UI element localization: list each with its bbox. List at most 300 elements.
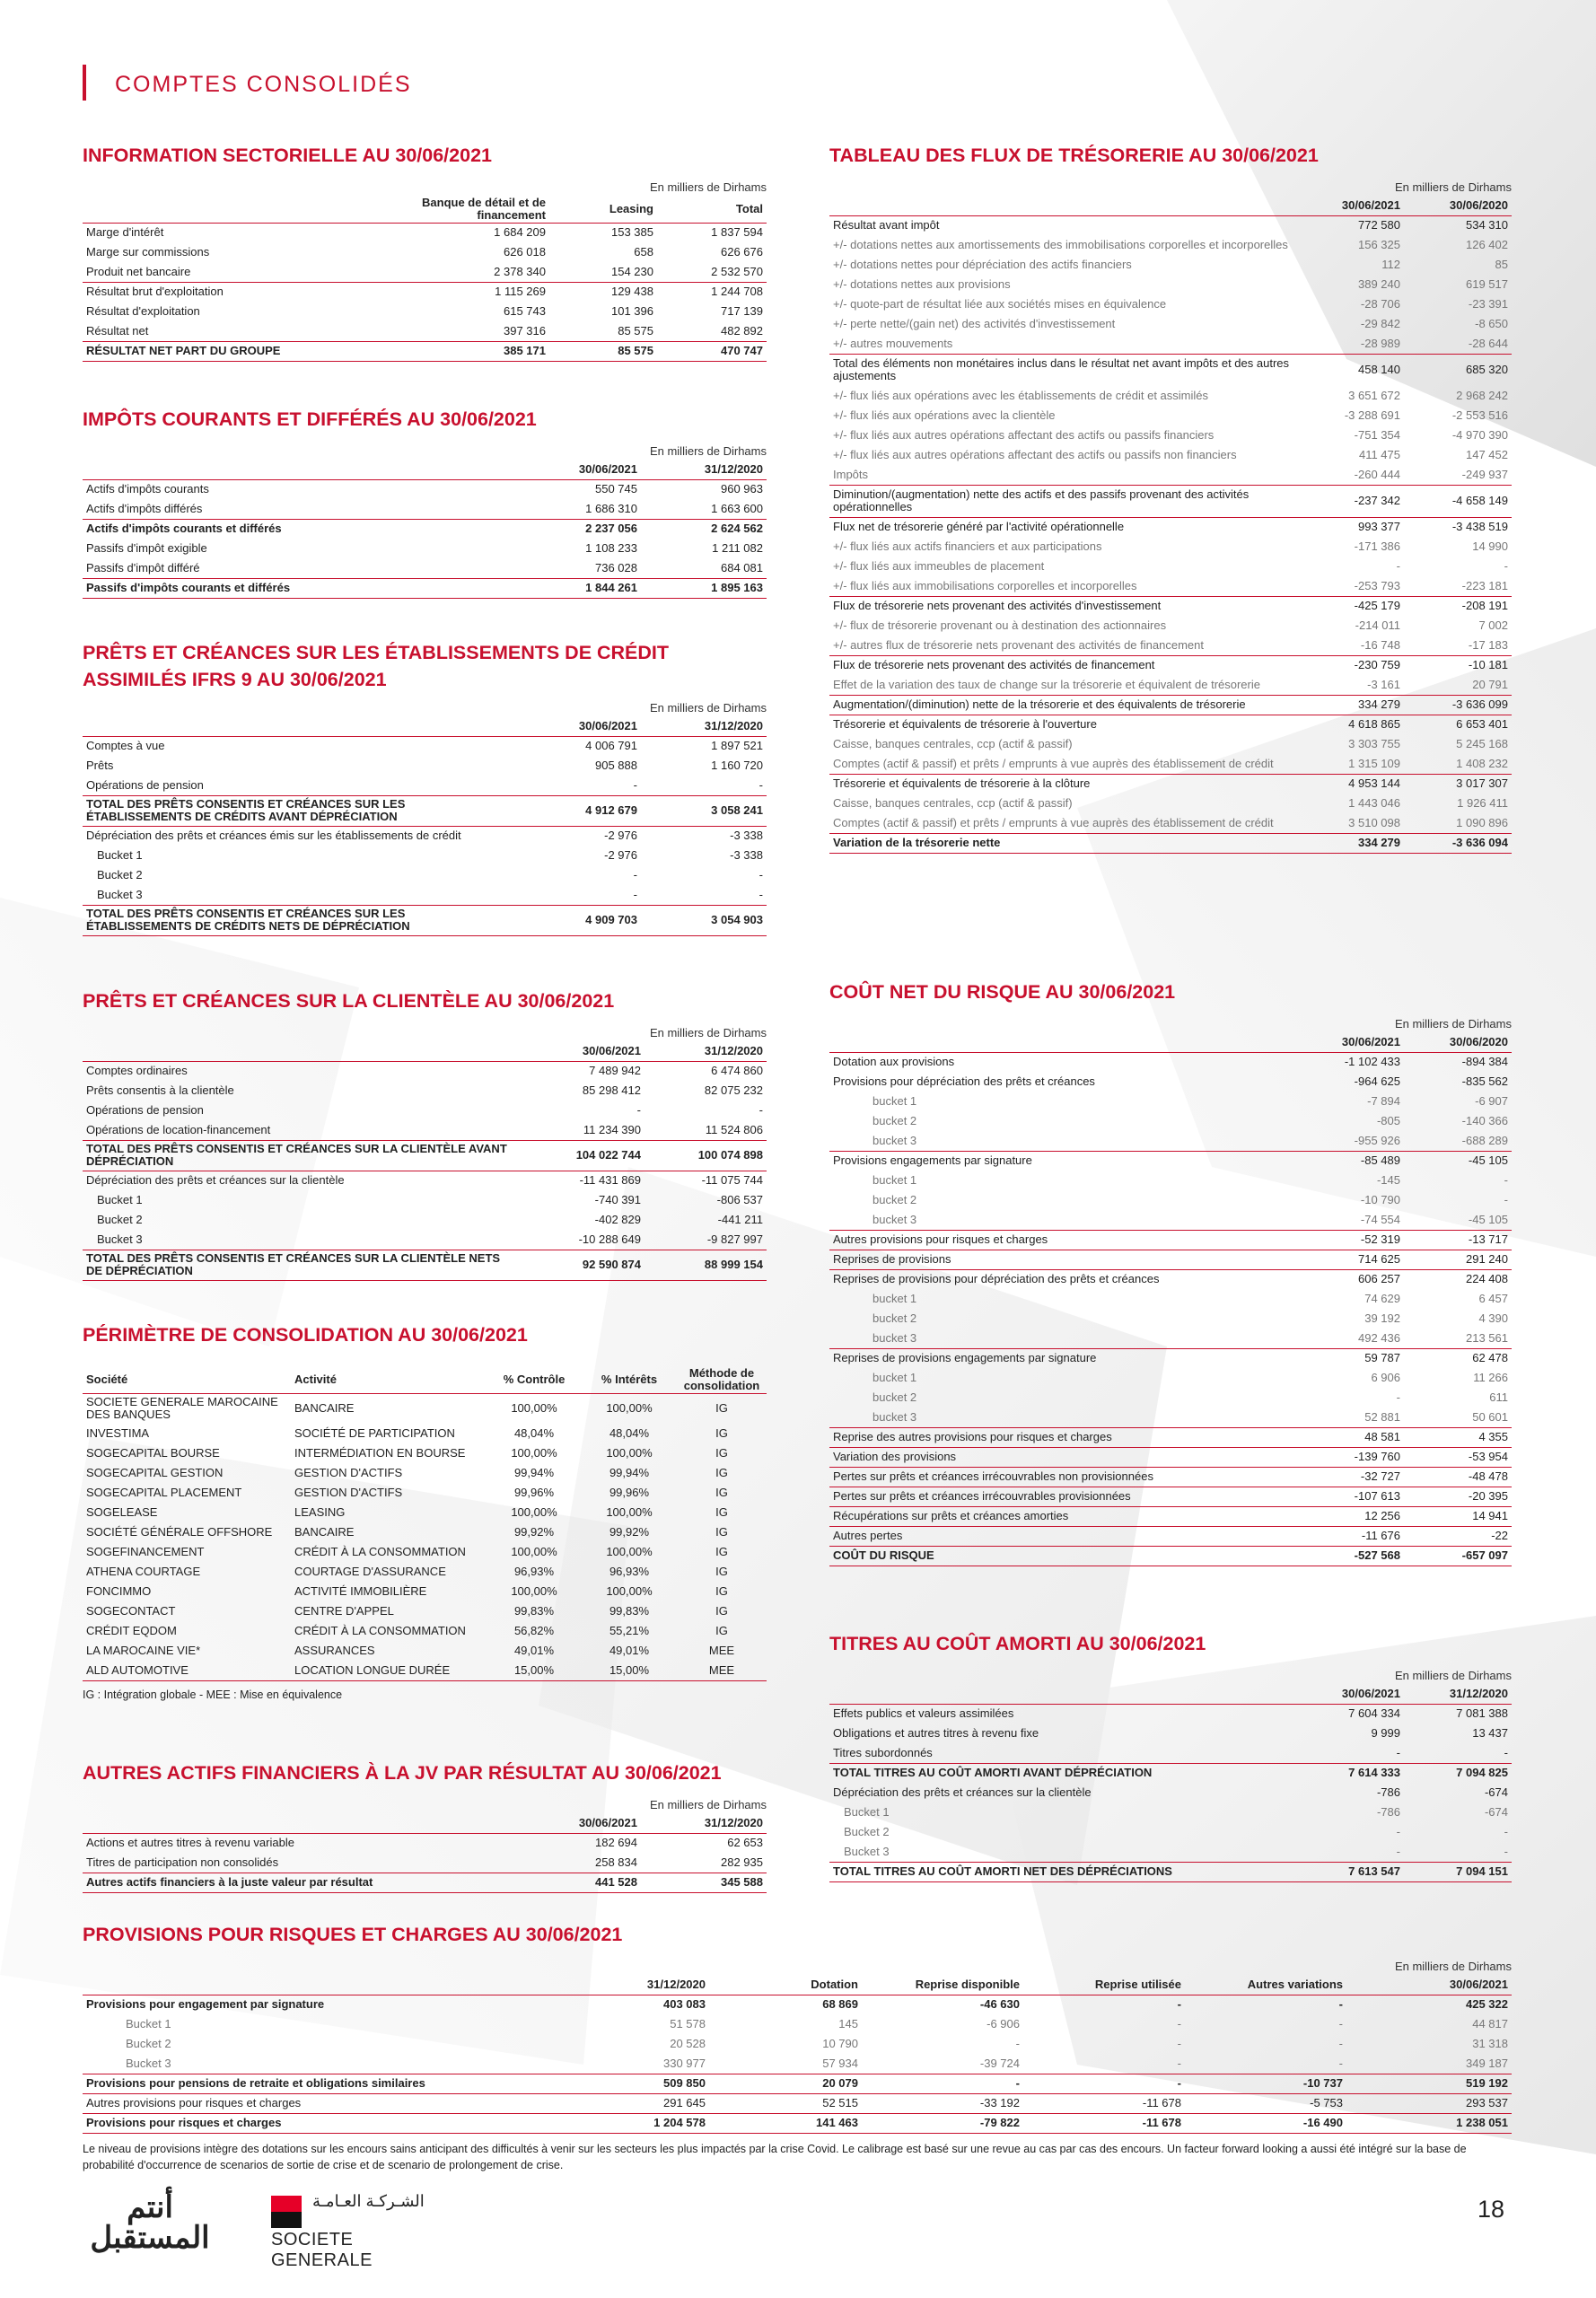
table-cell: 685 320 xyxy=(1404,354,1512,386)
page-header: COMPTES CONSOLIDÉS xyxy=(115,72,412,97)
row-label: Bucket 1 xyxy=(97,848,143,862)
column-header: 31/12/2020 xyxy=(1404,1684,1512,1704)
table-row xyxy=(83,2054,1512,2074)
table-row xyxy=(829,794,1512,813)
table-cell: -3 636 099 xyxy=(1404,695,1512,715)
table-cell: -249 937 xyxy=(1461,467,1508,481)
section-autres-actifs xyxy=(83,1759,767,1893)
row-label: +/- dotations nettes aux amortissements des immobilisations corporelles et incorporelles xyxy=(833,238,1288,251)
row-label: +/- flux liés aux actifs financiers et aux participations xyxy=(833,539,1102,553)
table-cell: IG xyxy=(715,1426,728,1440)
table-cell: 7 094 825 xyxy=(1404,1763,1512,1783)
column-header: 31/12/2020 xyxy=(645,1041,767,1061)
table-row xyxy=(83,865,767,885)
table-cell: 100 074 898 xyxy=(645,1140,767,1171)
table-cell: -657 097 xyxy=(1404,1546,1512,1566)
table-row xyxy=(829,1368,1512,1388)
table-cell: 458 140 xyxy=(1296,354,1404,386)
row-label: Autres actifs financiers à la juste valeur par résultat xyxy=(83,1873,515,1892)
perimetre-note: IG : Intégration globale - MEE : Mise en équivalence xyxy=(83,1688,343,1701)
column-header: Leasing xyxy=(549,196,657,223)
row-label: TOTAL DES PRÊTS CONSENTIS ET CRÉANCES SUR LA CLIENTÈLE AVANT DÉPRÉCIATION xyxy=(83,1140,522,1171)
table-cell: SOGECONTACT xyxy=(86,1604,176,1618)
table-cell: 1 844 261 xyxy=(515,578,641,598)
column-header: Activité xyxy=(291,1366,487,1393)
table-cell: IG xyxy=(715,1604,728,1618)
row-label: Dépréciation des prêts et créances sur la clientèle xyxy=(833,1785,1092,1799)
row-label: bucket 1 xyxy=(873,1173,917,1187)
table-cell: -171 386 xyxy=(1354,539,1400,553)
table-cell: 88 999 154 xyxy=(645,1250,767,1280)
table-cell: -3 338 xyxy=(641,826,767,846)
table-row xyxy=(83,1833,767,1853)
table-cell: 7 604 334 xyxy=(1348,1706,1400,1721)
table-cell: -33 192 xyxy=(862,2093,1023,2113)
row-label: +/- autres flux de trésorerie nets provenant des activités de financement xyxy=(833,637,1204,652)
table-cell: -53 954 xyxy=(1404,1447,1512,1467)
table-cell: 684 081 xyxy=(721,560,763,574)
table-cell: IG xyxy=(715,1525,728,1539)
row-label: Comptes (actif & passif) et prêts / emprunts à vue auprès des établissement de crédit xyxy=(833,815,1274,829)
table-cell: - xyxy=(862,2074,1023,2093)
table-cell: CENTRE D'APPEL xyxy=(294,1604,394,1618)
table-cell: 48,04% xyxy=(609,1426,650,1440)
table-cell: -145 xyxy=(1376,1173,1400,1187)
table-cell: -3 636 094 xyxy=(1404,833,1512,853)
table-row xyxy=(829,1250,1512,1269)
table-cell: - xyxy=(1396,1390,1400,1404)
table-row xyxy=(829,386,1512,406)
table-perimetre xyxy=(83,1366,767,1681)
table-row xyxy=(83,846,767,865)
section-title: IMPÔTS COURANTS ET DIFFÉRÉS AU 30/06/2021 xyxy=(83,408,537,430)
table-row xyxy=(83,1171,767,1190)
row-label: Bucket 2 xyxy=(97,868,143,881)
column-header: 31/12/2020 xyxy=(641,716,767,736)
table-cell: SOCIÉTÉ DE PARTICIPATION xyxy=(294,1426,455,1440)
section-titres xyxy=(829,1630,1512,1882)
table-cell: 39 192 xyxy=(1364,1311,1400,1325)
table-row xyxy=(83,1641,767,1661)
table-cell: 534 310 xyxy=(1404,215,1512,235)
table-cell: 3 054 903 xyxy=(641,905,767,935)
table-cell: 99,92% xyxy=(609,1525,650,1539)
section-title: PRÊTS ET CRÉANCES SUR LA CLIENTÈLE AU 30/06/2021 xyxy=(83,990,615,1012)
table-row xyxy=(829,1546,1512,1566)
table-row xyxy=(83,302,767,321)
table-cell: 55,21% xyxy=(609,1624,650,1637)
section-sectorielle xyxy=(83,142,767,362)
table-header-row xyxy=(83,1813,767,1833)
section-title: TITRES AU COÛT AMORTI AU 30/06/2021 xyxy=(829,1633,1206,1654)
table-cell: 14 990 xyxy=(1472,539,1508,553)
table-cell: 482 892 xyxy=(721,323,763,338)
table-cell: 4 953 144 xyxy=(1296,774,1404,794)
table-cell: 2 532 570 xyxy=(711,264,763,278)
row-label: TOTAL DES PRÊTS CONSENTIS ET CRÉANCES SUR LES ÉTABLISSEMENTS DE CRÉDITS NETS DE DÉPRÉCIATION xyxy=(83,905,515,935)
unit-label: En milliers de Dirhams xyxy=(649,180,767,194)
column-header: Société xyxy=(83,1366,291,1393)
unit-label: En milliers de Dirhams xyxy=(1394,1669,1512,1682)
table-cell: 4 909 703 xyxy=(515,905,641,935)
table-cell: 441 528 xyxy=(515,1873,641,1892)
table-row xyxy=(83,1601,767,1621)
table-cell: 100,00% xyxy=(606,1505,653,1519)
table-cell: -4 970 390 xyxy=(1451,428,1508,442)
table-cell: GESTION D'ACTIFS xyxy=(294,1486,403,1499)
table-cell: 104 022 744 xyxy=(522,1140,645,1171)
table-cell: -1 102 433 xyxy=(1296,1052,1404,1072)
table-cell: 2 968 242 xyxy=(1456,389,1508,402)
table-header-row xyxy=(83,1366,767,1393)
table-cell: -786 xyxy=(1376,1805,1400,1819)
column-header xyxy=(83,460,515,479)
table-cell: - xyxy=(1504,559,1508,573)
table-cell: 293 537 xyxy=(1346,2093,1512,2113)
table-cell: 714 625 xyxy=(1296,1250,1404,1269)
table-cell: 99,94% xyxy=(513,1466,555,1479)
section-title: COÛT NET DU RISQUE AU 30/06/2021 xyxy=(829,981,1176,1003)
table-cell: 182 694 xyxy=(595,1836,637,1850)
table-cell: 7 489 942 xyxy=(589,1064,641,1078)
column-header: 30/06/2021 xyxy=(515,1813,641,1833)
table-cell: IG xyxy=(715,1446,728,1460)
table-cell: - xyxy=(1015,2037,1020,2050)
table-cell: CRÉDIT À LA CONSOMMATION xyxy=(294,1624,466,1637)
column-header: 30/06/2020 xyxy=(1404,196,1512,215)
table-cell: SOCIÉTÉ GÉNÉRALE OFFSHORE xyxy=(86,1525,273,1539)
table-cell: 1 686 310 xyxy=(585,501,637,515)
table-cell: 20 791 xyxy=(1472,677,1508,691)
table-row xyxy=(83,1853,767,1873)
table-cell: 99,96% xyxy=(609,1486,650,1499)
table-cell: COURTAGE D'ASSURANCE xyxy=(294,1565,446,1578)
row-label: Provisions pour engagement par signature xyxy=(86,1997,325,2012)
table-cell: - xyxy=(1504,1825,1508,1838)
row-label: bucket 1 xyxy=(873,1371,917,1384)
table-cell: - xyxy=(1023,2074,1185,2093)
table-row xyxy=(83,1483,767,1503)
table-cell: 658 xyxy=(634,245,653,259)
table-cell: 82 075 232 xyxy=(704,1083,763,1097)
table-cell: 258 834 xyxy=(595,1855,637,1869)
table-cell: 100,00% xyxy=(511,1584,557,1598)
row-label: Bucket 3 xyxy=(97,887,143,901)
table-cell: -39 724 xyxy=(979,2056,1020,2070)
table-cell: CRÉDIT EQDOM xyxy=(86,1624,177,1637)
table-cell: 101 396 xyxy=(611,304,653,318)
table-cell: -11 075 744 xyxy=(645,1171,767,1190)
column-header xyxy=(83,1041,522,1061)
table-cell: -253 793 xyxy=(1354,578,1400,592)
unit-label: En milliers de Dirhams xyxy=(1394,180,1512,194)
table-row xyxy=(829,485,1512,517)
row-label: Comptes à vue xyxy=(86,739,165,753)
row-label: Caisse, banques centrales, ccp (actif & passif) xyxy=(833,796,1073,810)
table-cell: 7 081 388 xyxy=(1456,1706,1508,1721)
table-row xyxy=(829,1763,1512,1783)
table-cell: MEE xyxy=(708,1644,735,1657)
table-row xyxy=(829,1348,1512,1368)
table-cell: 20 079 xyxy=(709,2074,862,2093)
column-header xyxy=(829,1684,1296,1704)
table-cell: -22 xyxy=(1404,1526,1512,1546)
column-header xyxy=(83,716,515,736)
table-row xyxy=(83,1582,767,1601)
table-cell: -85 489 xyxy=(1296,1151,1404,1171)
table-row xyxy=(829,596,1512,616)
table-cell: -11 678 xyxy=(1023,2113,1185,2133)
table-cell: -79 822 xyxy=(862,2113,1023,2133)
row-label: Flux de trésorerie nets provenant des activités de financement xyxy=(829,655,1296,675)
table-row xyxy=(829,1210,1512,1230)
table-row xyxy=(829,215,1512,235)
row-label: Résultat d'exploitation xyxy=(86,304,200,318)
unit-label: En milliers de Dirhams xyxy=(649,1798,767,1811)
table-row xyxy=(829,1111,1512,1131)
table-cell: IG xyxy=(715,1545,728,1558)
table-cell: 6 474 860 xyxy=(711,1064,763,1078)
table-cell: - xyxy=(1177,1997,1181,2012)
table-cell: -751 354 xyxy=(1354,428,1400,442)
row-label: Variation des provisions xyxy=(829,1447,1296,1467)
row-label: TOTAL TITRES AU COÛT AMORTI AVANT DÉPRÉCIATION xyxy=(829,1763,1296,1783)
row-label: Provisions engagements par signature xyxy=(829,1151,1296,1171)
table-row xyxy=(83,1101,767,1120)
table-cell: 100,00% xyxy=(511,1446,557,1460)
table-row xyxy=(829,354,1512,386)
table-cell: 100,00% xyxy=(511,1505,557,1519)
table-row xyxy=(829,1526,1512,1546)
table-cell: 92 590 874 xyxy=(522,1250,645,1280)
table-cell: SOGEFINANCEMENT xyxy=(86,1545,205,1558)
table-cell: 4 390 xyxy=(1478,1311,1508,1325)
table-row xyxy=(829,1427,1512,1447)
table-row xyxy=(829,774,1512,794)
table-cell: -2 976 xyxy=(604,848,637,862)
column-header: 30/06/2021 xyxy=(1346,1975,1512,1995)
table-cell: ALD AUTOMOTIVE xyxy=(83,1661,291,1680)
table-cell: -674 xyxy=(1484,1805,1508,1819)
table-cell: 282 935 xyxy=(721,1855,763,1869)
table-row xyxy=(829,655,1512,675)
column-header xyxy=(829,196,1296,215)
row-label: bucket 2 xyxy=(873,1114,917,1127)
table-row xyxy=(829,1092,1512,1111)
table-row xyxy=(83,1081,767,1101)
row-label: Reprises de provisions engagements par signature xyxy=(829,1348,1296,1368)
table-cell: 20 528 xyxy=(670,2037,706,2050)
table-cell: 7 002 xyxy=(1478,618,1508,632)
table-cell: 2 624 562 xyxy=(641,519,767,539)
section-prets-clientele xyxy=(83,987,767,1281)
row-label: Titres de participation non consolidés xyxy=(86,1855,279,1869)
table-cell: -16 748 xyxy=(1360,637,1400,652)
societe-generale-logo-icon xyxy=(271,2196,302,2228)
table-cell: 15,00% xyxy=(582,1661,677,1680)
table-cell: 85 575 xyxy=(618,323,653,338)
table-row xyxy=(829,1842,1512,1862)
table-row xyxy=(829,1151,1512,1171)
row-label: Passifs d'impôt exigible xyxy=(86,541,207,555)
table-row xyxy=(83,736,767,756)
table-prets-etablissements xyxy=(83,716,767,936)
row-label: bucket 3 xyxy=(873,1409,917,1424)
table-row xyxy=(829,616,1512,636)
table-row xyxy=(829,734,1512,754)
table-cell: 717 139 xyxy=(721,304,763,318)
table-cell: INVESTIMA xyxy=(86,1426,150,1440)
row-label: +/- dotations nettes aux provisions xyxy=(833,277,1011,291)
table-cell: 11 266 xyxy=(1473,1371,1508,1384)
row-label: Augmentation/(diminution) nette de la trésorerie et des équivalents de trésorerie xyxy=(829,695,1296,715)
table-row xyxy=(829,517,1512,537)
provisions-note: Le niveau de provisions intègre des dotations sur les encours sains anticipant des difficultés à venir sur les secteurs les plus impactés par la crise Covid. Le calibrage est basé sur une revue au cas par cas des encours. Un facteur forward looking a aussi été intégré sur la base de probabilité d'occurrence de scenarios de sortie de crise et de scenario de prolongement de crise. xyxy=(83,2142,1467,2171)
table-row xyxy=(829,557,1512,576)
table-cell: 6 457 xyxy=(1478,1292,1508,1305)
column-header xyxy=(83,196,406,223)
table-cell: 9 999 xyxy=(1371,1726,1400,1740)
table-row xyxy=(83,1061,767,1081)
column-header: Méthode de consolidation xyxy=(677,1366,767,1393)
table-row xyxy=(829,1131,1512,1151)
table-cell: 492 436 xyxy=(1358,1330,1400,1345)
header-accent-bar xyxy=(83,65,86,101)
table-row xyxy=(829,754,1512,774)
table-cell: -4 658 149 xyxy=(1404,485,1512,517)
table-cell: LOCATION LONGUE DURÉE xyxy=(291,1661,487,1680)
table-cell: IG xyxy=(715,1401,728,1416)
table-row xyxy=(83,1443,767,1463)
table-cell: -52 319 xyxy=(1296,1230,1404,1250)
table-cell: -402 829 xyxy=(594,1213,641,1226)
table-cell: SOCIETE GENERALE MAROCAINE DES BANQUES xyxy=(86,1395,278,1422)
table-cell: 1 408 232 xyxy=(1456,756,1508,770)
table-row xyxy=(829,576,1512,596)
table-cell: -48 478 xyxy=(1404,1467,1512,1487)
table-cell: 7 094 151 xyxy=(1404,1862,1512,1881)
brand-name: SOCIETE GENERALE xyxy=(271,2230,373,2270)
table-cell: -3 338 xyxy=(730,848,763,862)
table-cout-risque xyxy=(829,1032,1512,1566)
table-row xyxy=(829,833,1512,853)
row-label: Caisse, banques centrales, ccp (actif & passif) xyxy=(833,737,1073,750)
table-cell: 1 663 600 xyxy=(711,501,763,515)
column-header: Reprise utilisée xyxy=(1023,1975,1185,1995)
row-label: Comptes (actif & passif) et prêts / emprunts à vue auprès des établissement de crédit xyxy=(833,756,1274,770)
table-cell: 1 211 082 xyxy=(712,541,763,555)
table-row xyxy=(83,885,767,905)
table-cell: 291 240 xyxy=(1404,1250,1512,1269)
table-cell: 334 279 xyxy=(1296,833,1404,853)
table-cell: 5 245 168 xyxy=(1456,737,1508,750)
table-cell: 62 478 xyxy=(1404,1348,1512,1368)
column-header: 31/12/2020 xyxy=(641,460,767,479)
table-row xyxy=(829,1447,1512,1467)
section-prets-etablissements xyxy=(83,639,767,936)
table-cell: LEASING xyxy=(294,1505,346,1519)
row-label: Dépréciation des prêts et créances émis sur les établissements de crédit xyxy=(83,826,515,846)
table-row xyxy=(83,2093,1512,2113)
table-cell: 1 897 521 xyxy=(711,739,763,753)
table-cell: IG xyxy=(715,1466,728,1479)
table-cell: -230 759 xyxy=(1296,655,1404,675)
table-cell: 96,93% xyxy=(513,1565,555,1578)
table-row xyxy=(829,406,1512,425)
row-label: Bucket 1 xyxy=(97,1193,143,1206)
table-header-row xyxy=(829,1032,1512,1052)
row-label: Titres subordonnés xyxy=(833,1745,933,1759)
table-row xyxy=(829,1704,1512,1724)
table-row xyxy=(829,1190,1512,1210)
table-row xyxy=(83,539,767,558)
table-cell: 1 115 269 xyxy=(406,282,549,302)
table-row xyxy=(83,479,767,499)
row-label: Passifs d'impôts courants et différés xyxy=(83,578,515,598)
table-cell: 4 912 679 xyxy=(515,795,641,826)
row-label: Dépréciation des prêts et créances sur la clientèle xyxy=(83,1171,522,1190)
row-label: COÛT DU RISQUE xyxy=(829,1546,1296,1566)
table-cell: -786 xyxy=(1376,1785,1400,1799)
table-cell: 736 028 xyxy=(595,560,637,574)
column-header: Total xyxy=(657,196,767,223)
table-row xyxy=(829,636,1512,655)
table-cell: 145 xyxy=(838,2017,858,2030)
section-title: AUTRES ACTIFS FINANCIERS À LA JV PAR RÉSULTAT AU 30/06/2021 xyxy=(83,1762,722,1784)
row-label: Autres pertes xyxy=(829,1526,1296,1546)
table-row xyxy=(829,465,1512,485)
section-title: TABLEAU DES FLUX DE TRÉSORERIE AU 30/06/2021 xyxy=(829,145,1319,166)
row-label: +/- flux liés aux opérations avec les établissements de crédit et assimilés xyxy=(833,389,1208,402)
table-cell: FONCIMMO xyxy=(86,1584,152,1598)
table-cell: 10 790 xyxy=(822,2037,858,2050)
column-header: 30/06/2021 xyxy=(515,716,641,736)
table-row xyxy=(83,1140,767,1171)
table-cell: -894 384 xyxy=(1404,1052,1512,1072)
section-title: PROVISIONS POUR RISQUES ET CHARGES AU 30/06/2021 xyxy=(83,1924,623,1945)
table-cell: 85 575 xyxy=(549,341,657,361)
table-cell: -13 717 xyxy=(1404,1230,1512,1250)
table-cell: 13 437 xyxy=(1472,1726,1508,1740)
table-provisions xyxy=(83,1975,1512,2134)
column-header: 31/12/2020 xyxy=(641,1813,767,1833)
table-cell: 100,00% xyxy=(606,1401,653,1416)
column-header: Dotation xyxy=(709,1975,862,1995)
table-cell: -17 183 xyxy=(1468,637,1508,652)
table-cell: -2 976 xyxy=(515,826,641,846)
table-cell: 470 747 xyxy=(657,341,767,361)
column-header: Reprise disponible xyxy=(862,1975,1023,1995)
row-label: bucket 1 xyxy=(873,1094,917,1108)
section-title: PRÊTS ET CRÉANCES SUR LES ÉTABLISSEMENTS DE CRÉDIT ASSIMILÉS IFRS 9 AU 30/06/2021 xyxy=(83,642,670,690)
table-cell: 56,82% xyxy=(513,1624,555,1637)
table-row xyxy=(83,282,767,302)
table-row xyxy=(83,499,767,519)
table-cell: MEE xyxy=(677,1661,767,1680)
table-cell: - xyxy=(1338,2056,1343,2070)
table-cell: 1 837 594 xyxy=(711,225,763,240)
table-cell: 100,00% xyxy=(606,1446,653,1460)
row-label: bucket 2 xyxy=(873,1193,917,1206)
table-row xyxy=(829,1487,1512,1506)
table-row xyxy=(829,1072,1512,1092)
row-label: bucket 3 xyxy=(873,1330,917,1345)
row-label: Variation de la trésorerie nette xyxy=(829,833,1296,853)
table-cell: 626 018 xyxy=(504,245,546,259)
table-cell: 68 869 xyxy=(822,1997,858,2012)
table-row xyxy=(829,1052,1512,1072)
section-cout-risque xyxy=(829,978,1512,1566)
